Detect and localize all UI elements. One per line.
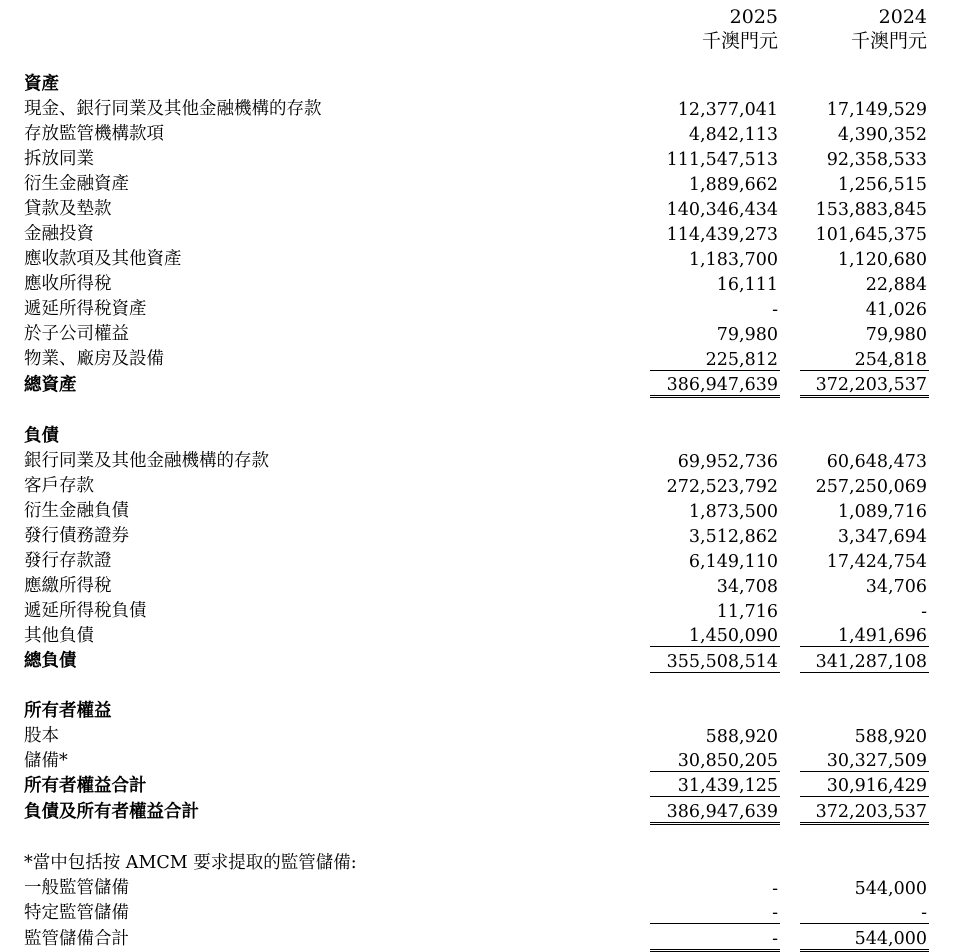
- spacer: [780, 472, 800, 497]
- total-row: [24, 772, 929, 797]
- spacer: [780, 572, 800, 597]
- value-2024: [800, 396, 929, 422]
- value-2025: 1,889,662: [688, 175, 778, 195]
- value-2025: 114,439,273: [666, 225, 778, 245]
- row-label: 負債: [24, 425, 59, 446]
- value-2024: 257,250,069: [815, 476, 927, 497]
- value-2025: 1,873,500: [688, 501, 778, 522]
- value-2025: -: [650, 924, 780, 950]
- value-2025: 6,149,110: [688, 551, 778, 572]
- value-2024: [800, 823, 929, 849]
- spacer: [780, 370, 800, 396]
- spacer: [780, 874, 800, 899]
- value-2025: 272,523,792: [666, 476, 778, 497]
- row-label: 總資產: [24, 375, 77, 396]
- value-2025: 386,947,639: [650, 370, 780, 396]
- value-2025: 111,547,513: [666, 150, 778, 170]
- row-label: 應收款項及其他資產: [24, 249, 182, 269]
- row-label: 股本: [24, 725, 59, 746]
- spacer: [780, 697, 800, 722]
- value-2024: 34,706: [865, 576, 927, 597]
- value-2025: [650, 823, 780, 849]
- value-2025: 3,512,862: [688, 526, 778, 547]
- table-row: [24, 497, 929, 522]
- table-row: [24, 145, 929, 170]
- row-label: 遞延所得稅負債: [24, 600, 147, 621]
- section-heading-row: [24, 422, 929, 447]
- value-2024: 1,256,515: [837, 175, 927, 195]
- value-2024: 60,648,473: [826, 451, 927, 472]
- row-label: 其他負債: [24, 625, 94, 646]
- column-header-2025: [650, 5, 778, 53]
- row-label: 一般監管儲備: [24, 877, 129, 898]
- row-label: 應繳所得稅: [24, 575, 112, 596]
- row-label: 應收所得稅: [24, 274, 112, 294]
- value-2025: [650, 697, 780, 722]
- table-row: [24, 622, 929, 647]
- total-row: [24, 370, 929, 396]
- column-unit-2024: 千澳門元: [850, 30, 927, 52]
- value-2025: 140,346,434: [666, 200, 778, 220]
- value-2024: 544,000: [800, 924, 929, 950]
- value-2024: [800, 697, 929, 722]
- value-2024: 79,980: [865, 325, 927, 345]
- value-2024: [800, 672, 929, 697]
- spacer: [780, 672, 800, 697]
- table-row: [24, 924, 929, 950]
- table-row: [24, 245, 929, 270]
- table-row: [24, 320, 929, 345]
- value-2025: [650, 396, 780, 422]
- value-2025: 1,183,700: [688, 250, 778, 270]
- value-2025: -: [772, 878, 778, 899]
- value-2025: [650, 849, 780, 874]
- section-heading-row: [24, 70, 929, 95]
- row-label: [24, 396, 650, 422]
- spacer: [780, 722, 800, 747]
- spacer: [780, 396, 800, 422]
- total-row: [24, 797, 929, 823]
- spacer: [780, 823, 800, 849]
- value-2024: 3,347,694: [837, 526, 927, 547]
- row-label: *當中包括按 AMCM 要求提取的監管儲備:: [24, 852, 357, 873]
- row-label: [24, 672, 650, 697]
- value-2025: [650, 672, 780, 697]
- row-label: 貸款及墊款: [24, 199, 112, 219]
- footnote-row: [24, 849, 929, 874]
- value-2025: 16,111: [716, 275, 778, 295]
- row-label: 資產: [24, 74, 59, 94]
- value-2024: 17,424,754: [826, 551, 927, 572]
- row-label: 物業、廠房及設備: [24, 349, 164, 369]
- row-label: 所有者權益: [24, 700, 112, 721]
- row-label: 金融投資: [24, 224, 94, 244]
- value-2024: 372,203,537: [800, 370, 929, 396]
- spacer: [780, 245, 800, 270]
- table-row: [24, 722, 929, 747]
- value-2025: 11,716: [716, 601, 778, 622]
- spacer: [780, 422, 800, 447]
- value-2025: [650, 422, 780, 447]
- spacer: [780, 447, 800, 472]
- value-2025: 588,920: [705, 726, 778, 747]
- value-2024: [800, 849, 929, 874]
- section-heading-row: [24, 697, 929, 722]
- spacer: [780, 797, 800, 823]
- value-2025: 386,947,639: [650, 797, 780, 823]
- balance-sheet-table: [24, 70, 929, 952]
- value-2024: 30,916,429: [800, 772, 929, 797]
- value-2024: [800, 422, 929, 447]
- value-2025: 31,439,125: [650, 772, 780, 797]
- row-label: 客戶存款: [24, 475, 94, 496]
- value-2024: 41,026: [865, 300, 927, 320]
- table-row: [24, 295, 929, 320]
- spacer: [780, 145, 800, 170]
- row-label: 監管儲備合計: [24, 929, 129, 949]
- table-row: [24, 195, 929, 220]
- value-2024: 544,000: [854, 878, 927, 899]
- table-row: [24, 345, 929, 370]
- spacer: [780, 622, 800, 647]
- row-label: 特定監管儲備: [24, 902, 129, 923]
- spacer-row: [24, 823, 929, 849]
- value-2024: 254,818: [800, 345, 929, 370]
- value-2025: 34,708: [716, 576, 778, 597]
- value-2025: -: [772, 300, 778, 320]
- value-2024: 92,358,533: [826, 150, 927, 170]
- table-row: [24, 220, 929, 245]
- row-label: 銀行同業及其他金融機構的存款: [24, 450, 269, 471]
- row-label: 衍生金融負債: [24, 500, 129, 521]
- value-2025: [650, 70, 780, 95]
- value-2025: 225,812: [650, 345, 780, 370]
- value-2024: 341,287,108: [800, 647, 929, 672]
- value-2025: 355,508,514: [650, 647, 780, 672]
- table-row: [24, 572, 929, 597]
- value-2024: 153,883,845: [815, 200, 927, 220]
- column-header-2024: [798, 5, 927, 53]
- spacer: [780, 120, 800, 145]
- spacer: [780, 295, 800, 320]
- row-label: 拆放同業: [24, 149, 94, 169]
- value-2024: -: [800, 899, 929, 924]
- value-2024: -: [921, 601, 927, 622]
- column-year-2024: 2024: [878, 6, 927, 28]
- value-2024: 372,203,537: [800, 797, 929, 823]
- row-label: 現金、銀行同業及其他金融機構的存款: [24, 99, 322, 119]
- table-row: [24, 472, 929, 497]
- table-row: [24, 170, 929, 195]
- column-unit-2025: 千澳門元: [701, 30, 778, 52]
- value-2024: 1,120,680: [837, 250, 927, 270]
- value-2025: 1,450,090: [650, 622, 780, 647]
- table-row: [24, 874, 929, 899]
- spacer: [780, 195, 800, 220]
- table-row: [24, 547, 929, 572]
- value-2025: 30,850,205: [650, 747, 780, 772]
- value-2024: [800, 70, 929, 95]
- spacer: [780, 95, 800, 120]
- row-label: 負債及所有者權益合計: [24, 802, 199, 823]
- spacer: [780, 647, 800, 672]
- value-2024: 1,089,716: [837, 501, 927, 522]
- spacer-row: [24, 396, 929, 422]
- spacer: [780, 497, 800, 522]
- row-label: 發行債務證券: [24, 525, 129, 546]
- value-2025: 12,377,041: [677, 100, 778, 120]
- balance-sheet-body: [24, 70, 929, 950]
- column-year-2025: 2025: [729, 6, 778, 28]
- spacer: [780, 597, 800, 622]
- spacer: [780, 345, 800, 370]
- table-row: [24, 120, 929, 145]
- spacer: [780, 547, 800, 572]
- value-2024: 101,645,375: [815, 225, 927, 245]
- table-row: [24, 747, 929, 772]
- spacer: [780, 899, 800, 924]
- row-label: 衍生金融資產: [24, 174, 129, 194]
- row-label: 發行存款證: [24, 550, 112, 571]
- spacer: [780, 924, 800, 950]
- spacer: [780, 220, 800, 245]
- row-label: 總負債: [24, 651, 77, 672]
- value-2024: 588,920: [854, 726, 927, 747]
- spacer: [780, 270, 800, 295]
- value-2024: 30,327,509: [800, 747, 929, 772]
- table-row: [24, 522, 929, 547]
- table-row: [24, 95, 929, 120]
- table-row: [24, 447, 929, 472]
- spacer: [780, 522, 800, 547]
- row-label: 遞延所得稅資產: [24, 299, 147, 319]
- spacer: [780, 772, 800, 797]
- spacer: [780, 70, 800, 95]
- value-2024: 17,149,529: [826, 100, 927, 120]
- value-2025: 69,952,736: [677, 451, 778, 472]
- value-2024: 4,390,352: [837, 125, 927, 145]
- spacer-row: [24, 672, 929, 697]
- value-2025: -: [650, 899, 780, 924]
- row-label: 存放監管機構款項: [24, 124, 164, 144]
- table-row: [24, 597, 929, 622]
- value-2024: 22,884: [865, 275, 927, 295]
- row-label: 儲備*: [24, 750, 68, 771]
- spacer: [780, 849, 800, 874]
- spacer: [780, 170, 800, 195]
- table-row: [24, 270, 929, 295]
- row-label: 所有者權益合計: [24, 775, 147, 796]
- spacer: [780, 747, 800, 772]
- row-label: 於子公司權益: [24, 324, 129, 344]
- value-2025: 4,842,113: [688, 125, 778, 145]
- value-2025: 79,980: [716, 325, 778, 345]
- table-row: [24, 899, 929, 924]
- total-row: [24, 647, 929, 672]
- value-2024: 1,491,696: [800, 622, 929, 647]
- spacer: [780, 320, 800, 345]
- row-label: [24, 823, 650, 849]
